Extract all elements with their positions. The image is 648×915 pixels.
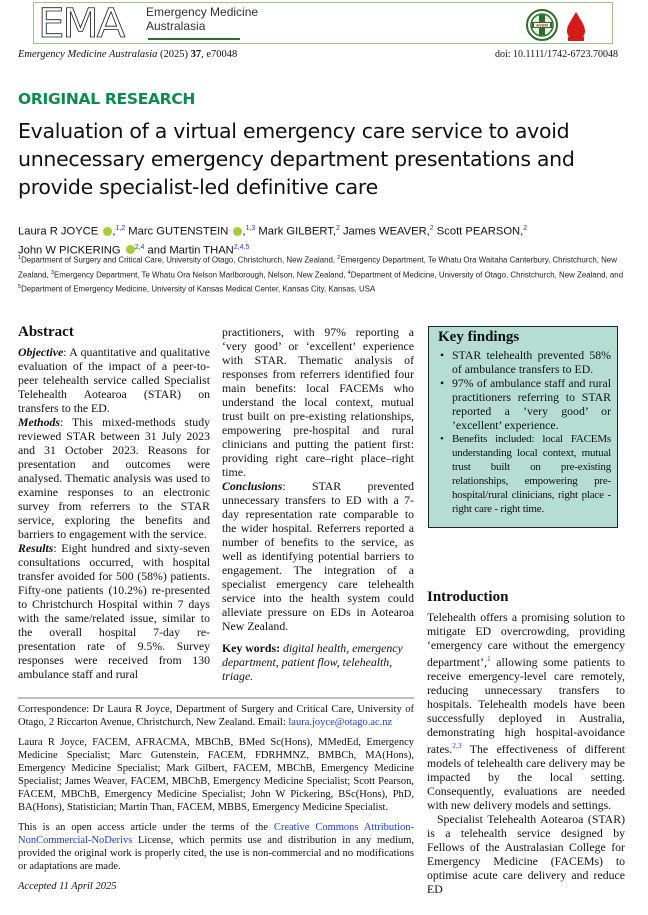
keywords: Key words: digital health, emergency department, patient flow, telehealth, triage. <box>222 641 403 683</box>
doi[interactable]: doi: 10.1111/1742-6723.70048 <box>494 49 618 60</box>
correspondence: Correspondence: Dr Laura R Joyce, Department of Surgery and Critical Care, University of Otago, 2 Riccarton Avenue, Christchurch, New Zealand. Email: laura.joyce@otago.ac.nz <box>18 704 414 728</box>
journal-underline <box>148 38 240 40</box>
introduction-section <box>427 590 625 896</box>
footnotes <box>18 703 414 900</box>
citation-year: (2025) <box>160 49 189 60</box>
journal-masthead <box>33 1 613 47</box>
abstract-text-part2: practitioners, with 97% reporting a ‘very good’ or ‘excellent’ experience with STAR. Thematic analysis of responses from referrers identified four main benefits: local FACEMs who understand the local context, mutual trust built on pre-existing relationships, empowering pre-hospital and rural clinicians and putting the patient first: providing right care–right place–right time. Conclusions: STAR prevented unnecessary transfers to ED with a 7-day representation rate comparable to the wider hospital. Referrers reported a number of benefits to the service, as well as identifying potential barriers to engagement. The integration of a specialist emergency care telehealth service into the health system could alleviate pressure on EDs in Aotearoa New Zealand. <box>222 325 414 633</box>
key-findings-box <box>428 326 618 528</box>
abstract-heading: Abstract <box>18 324 74 340</box>
key-finding-item: • Benefits included: local FACEMs understanding local context, mutual trust built on pre-existing relationships, empowering pre-hospital/rural clinicians, right place - right care - right time. <box>452 432 611 516</box>
abstract-col-1 <box>18 325 210 681</box>
section-tag: ORIGINAL RESEARCH <box>18 90 196 108</box>
acem-logo-icon <box>526 8 592 42</box>
author: Laura R JOYCE <box>18 225 99 238</box>
accepted-date: Accepted 11 April 2025 <box>18 881 117 892</box>
email-link[interactable]: laura.joyce@otago.ac.nz <box>288 717 393 728</box>
citation-line <box>18 49 237 60</box>
article-title: Evaluation of a virtual emergency care service to avoid unnecessary emergency department presentations and provide specialist-led definitive care <box>18 119 575 199</box>
footnote-divider <box>18 697 414 699</box>
citation-volume: 37 <box>190 49 202 60</box>
orcid-icon[interactable] <box>233 227 242 236</box>
key-finding-item: • 97% of ambulance staff and rural practitioners referring to STAR reported a ’very good’ or ’excellent’ experience. <box>452 376 611 432</box>
svg-text:ACEM: ACEM <box>536 22 548 28</box>
abstract-col-2 <box>222 325 414 683</box>
journal-name <box>146 5 258 33</box>
citation-ref[interactable]: 2,3 <box>452 740 462 750</box>
key-findings-heading: Key findings <box>438 329 520 345</box>
key-findings-list <box>438 348 611 516</box>
author-credentials: Laura R Joyce, FACEM, AFRACMA, MBChB, BMed Sc(Hons), MMedEd, Emergency Medicine Specialist; Marc Gutenstein, FACEM, FDRHMNZ, BMBCh, MA(Hons), Emergency Medicine Specialist; Mark Gilbert, FACEM, MBChB, Emergency Medicine Specialist; James Weaver, FACEM, MBChB, Emergency Medicine Specialist; Scott Pearson, FACEM, MBChB, Emergency Medicine Specialist; John W Pickering, BSc(Hons), PhD, BA(Hons), Statistician; Martin Than, FACEM, MBBS, Emergency Medicine Specialist. <box>18 737 414 813</box>
key-finding-item: • STAR telehealth prevented 58% of ambulance transfers to ED. <box>452 348 611 376</box>
journal-name-line2: Australasia <box>146 19 206 33</box>
intro-paragraph-2: Specialist Telehealth Aotearoa (STAR) is a telehealth service designed by Fellows of the Australasian College for Emergency Medicine (FACEMs) to optimise acute care delivery and reduce ED <box>427 811 625 896</box>
citation-journal: Emergency Medicine Australasia <box>18 49 158 60</box>
license-link[interactable]: Creative Commons Attribution-NonCommercial-NoDerivs <box>18 822 414 846</box>
author: John W PICKERING <box>18 244 121 257</box>
author: James WEAVER <box>342 225 427 238</box>
blood-drop-icon <box>567 12 585 40</box>
license-notice: This is an open access article under the terms of the Creative Commons Attribution-NonCommercial-NoDerivs License, which permits use and distribution in any medium, provided the original work is properly cited, the use is non-commercial and no modifications or adaptations are made. <box>18 822 414 872</box>
introduction-heading: Introduction <box>427 589 509 605</box>
author: Mark GILBERT <box>258 225 333 238</box>
intro-paragraph-1: Telehealth offers a promising solution to mitigate ED overcrowding, providing ‘emergency care without the emergency department’,$^1$ allowing some patients to receive emergency-level care remotely, reducing unnecessary transfers to hospitals. Telehealth models have been successfully deployed in Australia, demonstrating high hospital-avoidance rates.$^{2,3}$ The effectiveness of different models of telehealth care delivery may be impacted by the local setting. Consequently, evaluations are needed with new delivery models and settings. <box>427 610 625 812</box>
author: Marc GUTENSTEIN <box>128 225 229 238</box>
orcid-icon[interactable] <box>103 227 112 236</box>
citation-article: , e70048 <box>201 49 238 60</box>
author: Martin THAN <box>169 244 234 257</box>
citation-ref[interactable]: 1 <box>486 654 491 663</box>
journal-name-line1: Emergency Medicine <box>146 5 259 19</box>
ema-logo: EMA <box>38 1 124 47</box>
author-list: Laura R JOYCE ,$^{1,2}$ Marc GUTENSTEIN ,$^{1,3}$ Mark GILBERT,$^2$ James WEAVER,$^2$ Scott PEARSON,$^2$ John W PICKERING $^{2,4}$ and Martin THAN$^{2,4,5}$ <box>18 225 528 257</box>
affiliations: $^1$Department of Surgery and Critical Care, University of Otago, Christchurch, New Zealand, $^2$Emergency Department, Te Whatu Ora Waitaha Canterbury, Christchurch, New Zealand, $^3$Emergency Department, Te Whatu Ora Nelson Marlborough, Nelson, New Zealand, $^4$Department of Medicine, University of Otago, Christchurch, New Zealand, and $^5$Department of Emergency Medicine, University of Kansas Medical Center, Kansas City, Kansas, USA <box>18 255 624 294</box>
abstract-text-part1: Objective: A quantitative and qualitative evaluation of the impact of a peer-to-peer telehealth service called Specialist Telehealth Aotearoa (STAR) on transfers to the ED. Methods: This mixed-methods study reviewed STAR between 31 July 2023 and 31 October 2023. Reasons for presentation and outcomes were analysed. Thematic analysis was used to examine responses to an electronic survey from referrers to the STAR service, exploring the benefits and barriers to engagement with the service. Results: Eight hundred and sixty-seven consultations occurred, with hospital transfer avoided for 500 (58%) patients. Fifty-one patients (10.2%) re-presented to Christchurch Hospital within 7 days with the same/related issue, similar to the overall hospital 7-day re-presentation rate of 9.5%. Survey responses were received from 130 ambulance staff and rural <box>18 345 210 681</box>
author: Scott PEARSON <box>436 225 521 238</box>
